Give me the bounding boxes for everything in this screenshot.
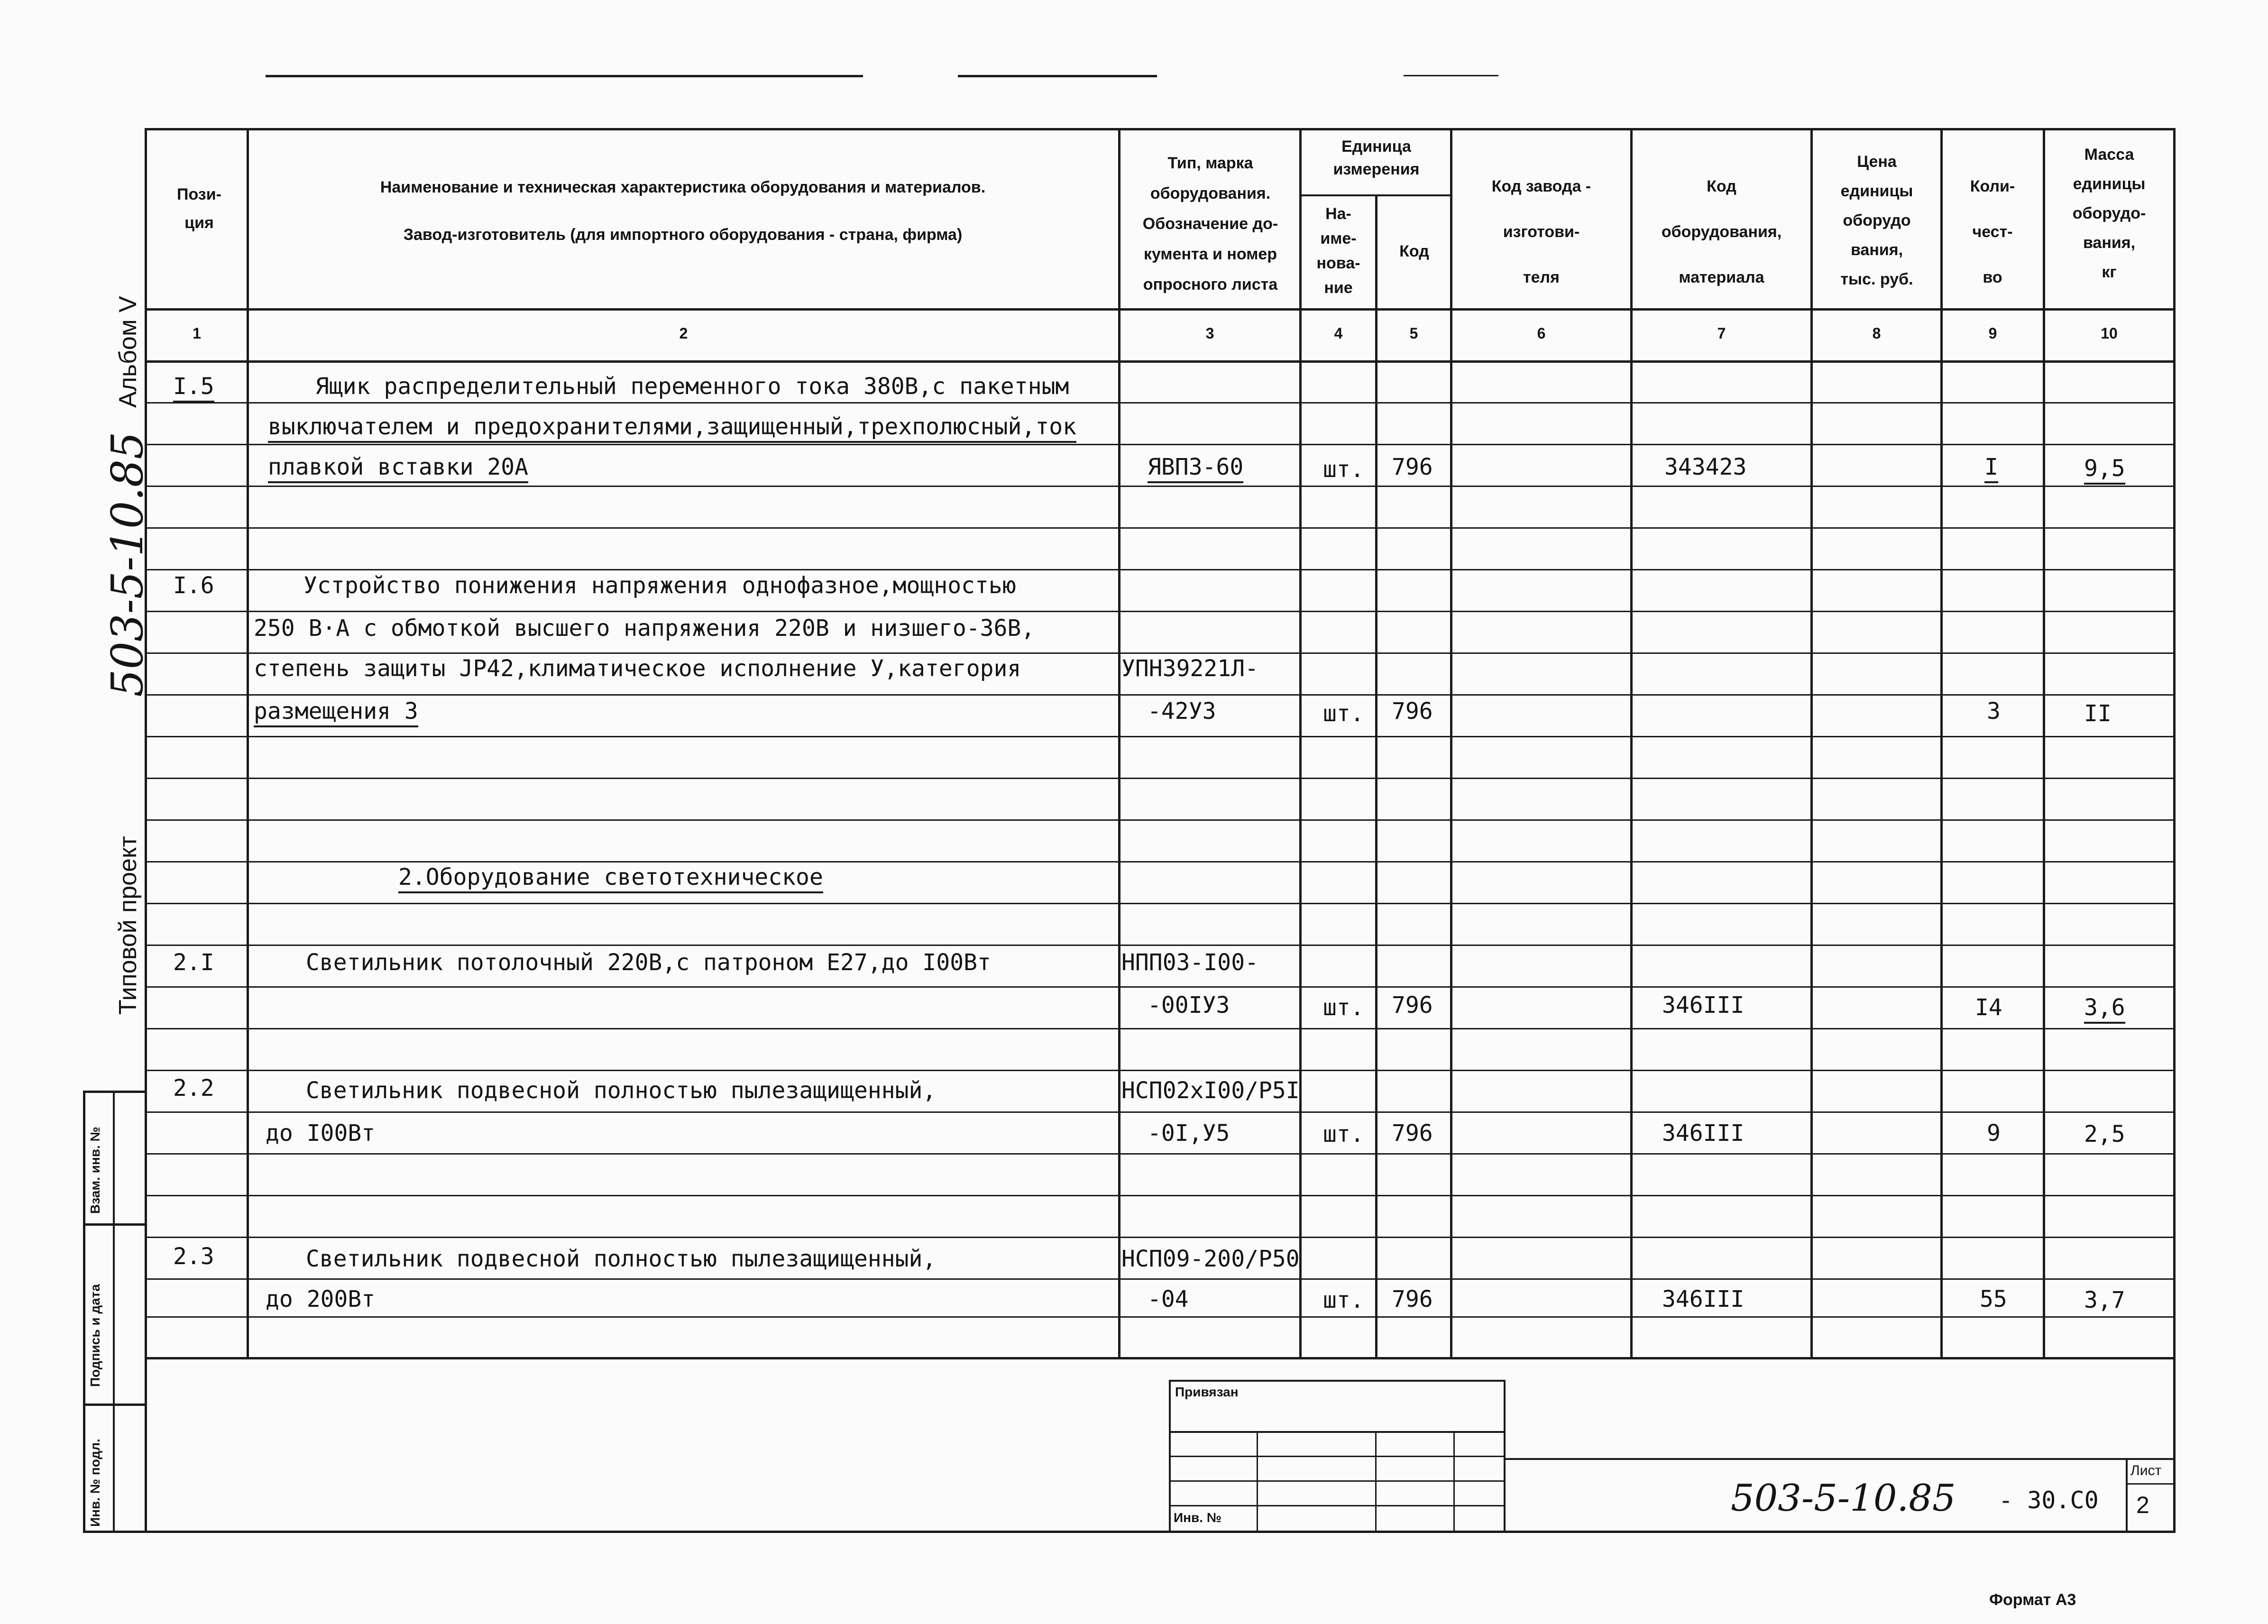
album-label: Альбом V [114, 296, 142, 408]
bound-box-top [1169, 1380, 1506, 1382]
row-quantity: 9 [1987, 1120, 2001, 1147]
bound-line [1169, 1431, 1506, 1433]
row-line [145, 903, 2176, 904]
row-unit: шт. [1323, 456, 1364, 483]
col-sep-1 [247, 128, 249, 1358]
sheet-label: Лист [2130, 1463, 2162, 1478]
col-sep-7 [1810, 128, 1813, 1358]
stamp-mid [113, 1091, 115, 1532]
bound-box-left [1169, 1380, 1171, 1531]
row-unit: шт. [1323, 700, 1364, 727]
col-number-10: 10 [2101, 325, 2118, 342]
col-number-1: 1 [193, 325, 201, 342]
doc-code-suffix: - 30.С0 [1999, 1486, 2099, 1514]
body-bottom-line [145, 1357, 2176, 1359]
row-type: НСП02хI00/Р5I [1121, 1077, 1300, 1104]
row-mass: 3,6 [2084, 993, 2125, 1024]
row-position: I.5 [173, 372, 214, 403]
row-line [145, 1111, 2176, 1113]
row-unit: шт. [1323, 1121, 1364, 1147]
row-type: НПП03-I00- [1121, 949, 1258, 976]
row-line [145, 444, 2176, 445]
header-bottom-line [145, 308, 2176, 311]
row-line [145, 1153, 2176, 1155]
bound-label: Привязан [1175, 1385, 1239, 1399]
col-sep-2 [1118, 128, 1120, 1358]
top-mark-1 [266, 75, 863, 77]
row-description: степень защиты JP42,климатическое исполнение У,категория [254, 655, 1021, 682]
row-equipment-code: 346III [1662, 992, 1745, 1018]
bound-col [1375, 1431, 1377, 1531]
row-equipment-code: 346III [1662, 1286, 1745, 1312]
stamp-signature-date: Подпись и дата [88, 1284, 102, 1387]
row-equipment-code: 343423 [1664, 454, 1747, 480]
frame-top [145, 128, 2176, 130]
row-quantity: 55 [1980, 1286, 2007, 1312]
header-unit-name: На- име- нова- ние [1316, 205, 1360, 297]
section-heading: 2.Оборудование светотехническое [398, 863, 823, 893]
header-type: Тип, марка оборудования. Обозначение до- кумента и номер опросного листа [1142, 154, 1278, 294]
row-description: Ящик распределительный переменного тока 380В,с пакетным [315, 373, 1069, 400]
inv-no-label: Инв. № [1174, 1510, 1222, 1525]
row-quantity: I [1984, 453, 1998, 483]
bound-line [1169, 1456, 1506, 1457]
row-type: ЯВП3-60 [1148, 453, 1243, 483]
col-sep-8 [1940, 128, 1943, 1358]
numbers-bottom-line [145, 360, 2176, 363]
row-line [145, 1028, 2176, 1029]
unit-subheader-line [1299, 194, 1451, 196]
col-number-5: 5 [1409, 325, 1418, 342]
row-description: до I00Вт [266, 1120, 376, 1147]
row-unit-code: 796 [1392, 1120, 1433, 1147]
row-line [145, 1070, 2176, 1071]
col-sep-5 [1450, 128, 1452, 1358]
row-position: I.6 [173, 572, 214, 599]
row-line [145, 861, 2176, 862]
row-type: -00IУ3 [1148, 992, 1230, 1018]
row-type: -0I,У5 [1148, 1120, 1230, 1147]
row-description: Светильник потолочный 220В,с патроном Е27,до I00Вт [306, 949, 991, 976]
row-line [145, 1278, 2176, 1280]
row-line [145, 694, 2176, 696]
header-equipment-code: Код оборудования, материала [1661, 177, 1782, 286]
col-number-9: 9 [1988, 325, 1997, 342]
col-sep-4 [1375, 194, 1377, 1358]
stamp-original-inv: Инв. № подл. [88, 1439, 102, 1527]
sheet-box-left [2126, 1458, 2128, 1531]
col-sep-9 [2043, 128, 2045, 1358]
row-mass: 9,5 [2084, 454, 2125, 485]
row-line [145, 1195, 2176, 1196]
row-unit-code: 796 [1392, 454, 1433, 480]
header-quantity: Коли- чест- во [1970, 177, 2015, 286]
row-description: Светильник подвесной полностью пылезащищенный, [306, 1246, 937, 1272]
doc-code-top [1506, 1458, 2174, 1460]
row-description: Светильник подвесной полностью пылезащищенный, [306, 1077, 937, 1104]
stamp-sep1 [83, 1223, 145, 1226]
col-number-2: 2 [679, 325, 688, 342]
row-line [145, 527, 2176, 529]
row-line [145, 1316, 2176, 1318]
row-line [145, 1237, 2176, 1238]
bound-col [1257, 1431, 1258, 1531]
row-description: плавкой вставки 20А [268, 453, 528, 483]
row-quantity: 3 [1987, 698, 2001, 725]
row-line [145, 819, 2176, 821]
col-number-4: 4 [1334, 325, 1343, 342]
row-unit-code: 796 [1392, 992, 1433, 1018]
row-line [145, 736, 2176, 737]
format-label: Формат А3 [1989, 1591, 2076, 1609]
top-mark-3 [1404, 75, 1498, 76]
row-description: до 200Вт [266, 1286, 376, 1312]
sheet-number: 2 [2136, 1492, 2149, 1518]
header-unit-code: Код [1399, 242, 1429, 260]
col-number-3: 3 [1205, 325, 1214, 342]
row-description: 250 В·А с обмоткой высшего напряжения 220В и низшего-36В, [254, 615, 1035, 642]
row-equipment-code: 346III [1662, 1120, 1745, 1147]
stamp-bottom [83, 1531, 145, 1533]
row-line [145, 945, 2176, 946]
frame-right [2173, 128, 2176, 1532]
row-mass: II [2084, 700, 2112, 727]
row-unit: шт. [1323, 1287, 1364, 1313]
col-number-6: 6 [1537, 325, 1546, 342]
stamp-left [83, 1091, 85, 1532]
row-line [145, 778, 2176, 779]
frame-bottom [145, 1531, 2176, 1533]
row-position: 2.I [173, 949, 214, 976]
row-line [145, 486, 2176, 487]
row-mass: 2,5 [2084, 1121, 2125, 1147]
col-sep-6 [1630, 128, 1633, 1358]
stamp-replace-inv: Взам. инв. № [88, 1127, 102, 1214]
row-unit: шт. [1323, 994, 1364, 1021]
header-name-line2: Завод-изготовитель (для импортного оборудования - страна, фирма) [403, 226, 963, 244]
row-line [145, 402, 2176, 404]
sheet-box-sep [2126, 1483, 2174, 1485]
col-number-8: 8 [1872, 325, 1881, 342]
col-number-7: 7 [1717, 325, 1726, 342]
header-mass: Масса единицы оборудо- вания, кг [2072, 146, 2146, 281]
row-type: НСП09-200/Р50 [1121, 1246, 1300, 1272]
stamp-top [83, 1091, 145, 1093]
row-type: УПН39221Л- [1121, 655, 1258, 682]
row-description: выключателем и предохранителями,защищенный,трехполюсный,ток [268, 413, 1076, 443]
row-type: -04 [1148, 1286, 1189, 1312]
header-maker-code: Код завода - изготови- теля [1491, 177, 1591, 286]
row-position: 2.3 [173, 1243, 214, 1270]
row-line [145, 569, 2176, 570]
row-line [145, 611, 2176, 612]
bound-line [1169, 1480, 1506, 1482]
row-type: -42У3 [1148, 698, 1216, 725]
row-mass: 3,7 [2084, 1287, 2125, 1313]
stamp-sep2 [83, 1404, 145, 1406]
col-sep-3 [1299, 128, 1302, 1358]
row-line [145, 652, 2176, 654]
bound-col [1453, 1431, 1455, 1531]
row-position: 2.2 [173, 1075, 214, 1101]
type-project-label: Типовой проект [114, 835, 142, 1015]
row-description: Устройство понижения напряжения однофазное,мощностью [303, 572, 1016, 599]
row-description: размещения 3 [254, 697, 418, 727]
header-unit-group: Единица измерения [1333, 138, 1420, 178]
handwritten-project-code: 503-5-10.85 [102, 431, 153, 697]
bound-box-right [1504, 1380, 1506, 1531]
row-unit-code: 796 [1392, 1286, 1433, 1312]
header-price: Цена единицы оборудо вания, тыс. руб. [1840, 153, 1913, 288]
row-line [145, 986, 2176, 988]
row-quantity: I4 [1975, 994, 2002, 1021]
header-name-line1: Наименование и техническая характеристика оборудования и материалов. [380, 178, 986, 196]
header-position: Пози- ция [177, 185, 221, 232]
row-unit-code: 796 [1392, 698, 1433, 725]
bound-line [1169, 1505, 1506, 1506]
top-mark-2 [958, 75, 1157, 77]
doc-code-handwritten: 503-5-10.85 [1731, 1477, 1956, 1520]
